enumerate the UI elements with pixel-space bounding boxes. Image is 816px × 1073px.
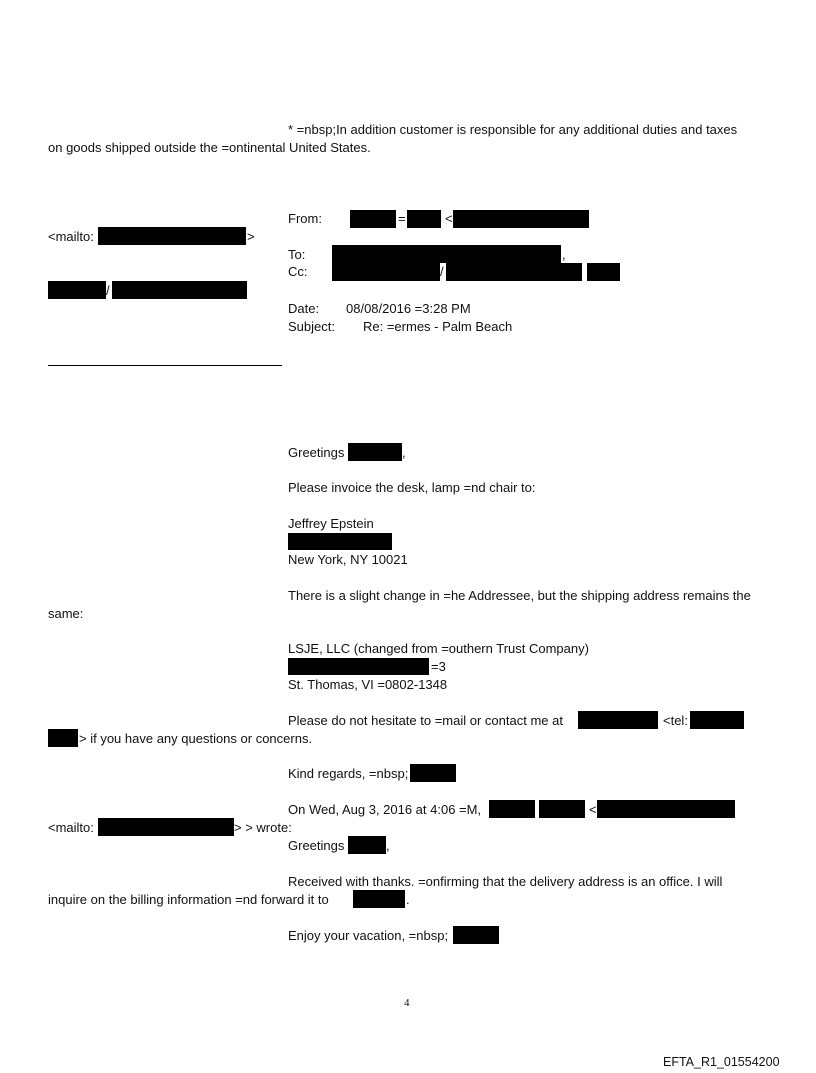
greeting-2-punct: , [386,838,390,853]
cc-slash: / [440,264,444,279]
redaction-block [578,711,658,729]
redaction-block [332,245,561,263]
kind-regards: Kind regards, =nbsp; [288,766,409,781]
date-value: 08/08/2016 =3:28 PM [346,301,471,316]
date-label: Date: [288,301,320,316]
intro-line-1: * =nbsp;In addition customer is responsible for any additional duties and taxes [288,122,738,137]
redaction-block [98,227,246,245]
to-label: To: [288,247,306,262]
redaction-block [288,533,392,550]
enjoy-line: Enjoy your vacation, =nbsp; [288,928,449,943]
lsje-line: LSJE, LLC (changed from =outhern Trust Company) [288,641,589,656]
redaction-block [407,210,441,228]
redaction-block [446,263,582,281]
on-wed-lt: < [589,802,597,817]
received-period: . [406,892,410,907]
greeting: Greetings [288,445,345,460]
redaction-block [98,818,234,836]
received-line-1: Received with thanks. =onfirming that the delivery address is an office. I will [288,874,723,889]
change-line-2: same: [48,606,84,621]
suite-suffix: =3 [431,659,446,674]
document-id: EFTA_R1_01554200 [663,1055,780,1069]
contact-line-2: > if you have any questions or concerns. [79,731,313,746]
redaction-block [48,281,106,299]
redaction-block [332,263,440,281]
redaction-block [348,443,402,461]
change-line-1: There is a slight change in =he Addressee, but the shipping address remains the [288,588,751,603]
from-label: From: [288,211,322,226]
subject-label: Subject: [288,319,335,334]
mailto-suffix: > [247,229,255,244]
st-thomas-line: St. Thomas, VI =0802-1348 [288,677,448,692]
page-number: 4 [404,997,410,1009]
intro-line-2: on goods shipped outside the =ontinental United States. [48,140,371,155]
on-wed-line: On Wed, Aug 3, 2016 at 4:06 =M, [288,802,482,817]
greeting-2: Greetings [288,838,345,853]
mailto-prefix: <mailto: [48,229,94,244]
from-lt: < [445,211,453,226]
from-equals: = [398,211,406,226]
redaction-block [410,764,456,782]
mailto2-suffix: > > wrote: [234,820,292,835]
cc-label: Cc: [288,264,308,279]
to-comma: , [562,247,566,262]
redaction-block [597,800,735,818]
received-line-2: inquire on the billing information =nd forward it to [48,892,329,907]
contact-tel: <tel: [663,713,688,728]
cc-slash-2: / [106,283,110,298]
redaction-block [112,281,247,299]
greeting-punct: , [402,445,406,460]
redaction-block [453,210,589,228]
redaction-block [587,263,620,281]
contact-line-1: Please do not hesitate to =mail or contact me at [288,713,563,728]
redaction-block [453,926,499,944]
redaction-block [489,800,535,818]
mailto2-prefix: <mailto: [48,820,94,835]
redaction-block [48,729,78,747]
subject-value: Re: =ermes - Palm Beach [363,319,513,334]
addressee-city: New York, NY 10021 [288,552,408,567]
redaction-block [348,836,386,854]
redaction-block [539,800,585,818]
redaction-block [288,658,429,675]
addressee-name: Jeffrey Epstein [288,516,374,531]
redaction-block [350,210,396,228]
redaction-block [690,711,744,729]
redaction-block [353,890,405,908]
invoice-line: Please invoice the desk, lamp =nd chair to: [288,480,536,495]
separator-rule [48,365,282,366]
